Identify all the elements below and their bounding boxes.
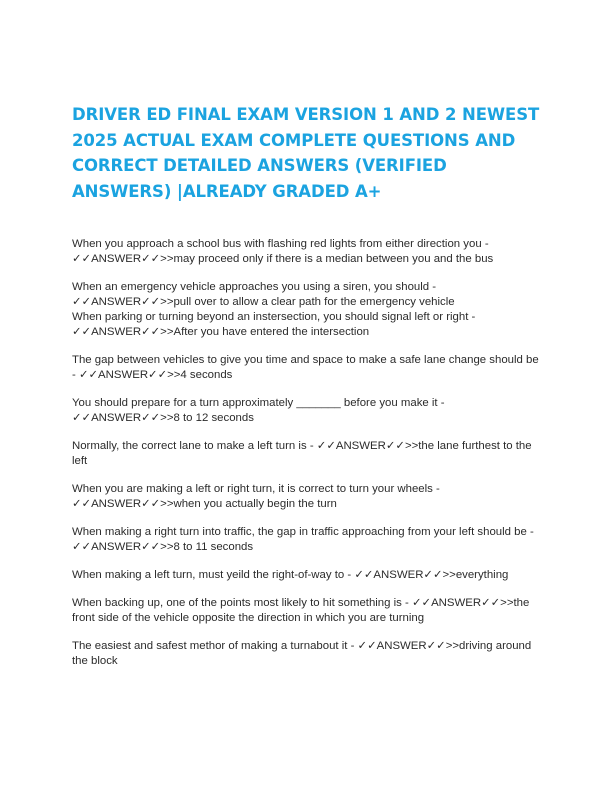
qa-item: When an emergency vehicle approaches you using a siren, you should - ✓✓ANSWER✓✓>>pull over to allow a clear path for the emergency vehicle [72, 281, 455, 308]
qa-item: When making a left turn, must yeild the right-of-way to - ✓✓ANSWER✓✓>>everything [72, 569, 509, 581]
qa-item: The easiest and safest methor of making a turnabout it - ✓✓ANSWER✓✓>>driving around the block [72, 640, 532, 667]
qa-item: When parking or turning beyond an instersection, you should signal left or right - ✓✓ANSWER✓✓>>After you have entered the intersection [72, 311, 476, 338]
qa-item: When making a right turn into traffic, the gap in traffic approaching from your left should be - ✓✓ANSWER✓✓>>8 to 11 seconds [72, 526, 534, 553]
qa-item: When backing up, one of the points most likely to hit something is - ✓✓ANSWER✓✓>>the front side of the vehicle opposite the direction in which you are turning [72, 597, 530, 624]
qa-item: You should prepare for a turn approximately _______ before you make it - ✓✓ANSWER✓✓>>8 to 12 seconds [72, 397, 445, 424]
qa-item: When you are making a left or right turn, it is correct to turn your wheels - ✓✓ANSWER✓✓>>when you actually begin the turn [72, 483, 440, 510]
question-answer-list [72, 237, 542, 682]
qa-item: Normally, the correct lane to make a left turn is - ✓✓ANSWER✓✓>>the lane furthest to the left [72, 440, 532, 467]
qa-item: The gap between vehicles to give you time and space to make a safe lane change should be - ✓✓ANSWER✓✓>>4 seconds [72, 354, 539, 381]
qa-item: When you approach a school bus with flashing red lights from either direction you - ✓✓ANSWER✓✓>>may proceed only if there is a median between you and the bus [72, 238, 494, 265]
document-title: DRIVER ED FINAL EXAM VERSION 1 AND 2 NEWEST 2025 ACTUAL EXAM COMPLETE QUESTIONS AND CORRECT DETAILED ANSWERS (VERIFIED ANSWERS) |ALREADY GRADED A+ [72, 105, 540, 201]
